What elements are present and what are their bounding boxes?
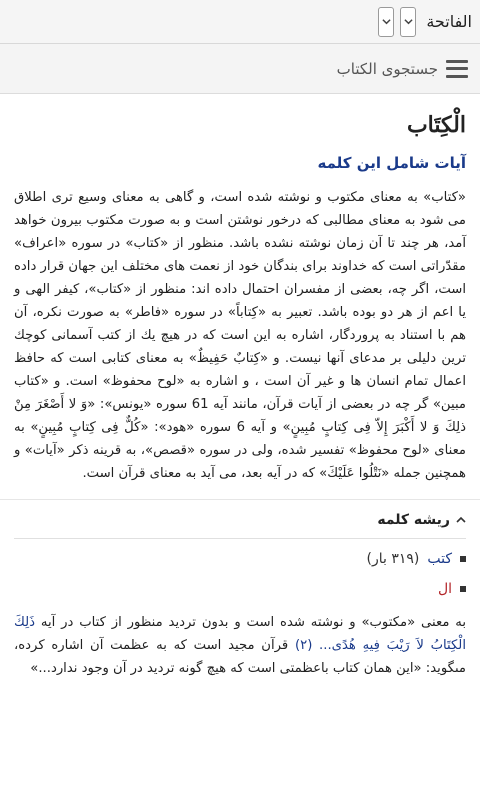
verse-dropdown-button[interactable] <box>378 7 394 37</box>
root-link[interactable]: کتب <box>427 551 452 567</box>
root-link[interactable]: ال <box>437 581 452 597</box>
root-list <box>14 551 466 597</box>
surah-select-value[interactable]: الفاتحة <box>426 12 472 31</box>
root-section-title: ریشه کلمه <box>377 512 450 528</box>
chevron-down-icon <box>382 17 391 26</box>
main-content <box>0 112 480 680</box>
detail-text-before: به معنى «مكتوب» و نوشته شده است و بدون ترديد منظور از كتاب در آيه <box>35 615 466 630</box>
bullet-icon <box>460 586 466 592</box>
top-bar <box>0 0 480 44</box>
divider <box>14 538 466 539</box>
detail-text-after: قرآن مجيد است كه به عظمت آن اشاره كرده، مى‏گويد: «اين همان كتاب باعظمتى است كه هيچ گونه ترديد در آن وجود ندارد...» <box>14 638 466 676</box>
search-input[interactable]: جستجوی الکتاب <box>336 59 438 78</box>
root-detail-text <box>14 611 466 680</box>
root-count: (۳۱۹ بار) <box>366 551 420 567</box>
root-item[interactable] <box>14 551 466 567</box>
hamburger-icon[interactable] <box>446 60 468 78</box>
verses-section-title[interactable]: آیات شامل این کلمه <box>317 154 466 172</box>
surah-dropdown-button[interactable] <box>400 7 416 37</box>
root-section-header[interactable] <box>14 500 466 538</box>
word-description: «كتاب» به معناى مكتوب و نوشته شده است، و گاهى به معناى وسيع ترى اطلاق مى شود به معناى مطالبى كه درخور نوشتن است و به صورت مكتوب بيرون خواهد آمد، هر چند تا آن زمان نوشته نشده باشد. منظور از «كتاب» در سوره «اعراف» مقدّراتى است كه خداوند براى بندگان خود از نعمت هاى مختلف اين جهان قرار داده است، اگر چه، بعضى از مفسران احتمال داده اند: منظور از «كتاب»، كيفر الهى و يا اعم از هر دو بوده باشد. تعبير به «كِتاباً» در سوره «فاطر» به صورت نكره، آن هم با استناد به پروردگار، اشاره به اين است كه در هيچ يك از كتب آسمانى كوچك ترين دليلى بر مدعاى آنها نيست. و «كِتابٌ حَفِيظٌ» به معناى كتابى است كه حافظ اعمال تمام انسان ها و غير آن است ، و اشاره به «لوح محفوظ» است. و «كتاب مبين» گر چه در بعضى از آيات قرآن، مانند آيه 61 سوره «يونس»: «وَ لا أَصْغَرَ مِنْ ذلِكَ وَ لا أَكْبَرَ إِلاّ فِى كِتابٍ مُبِينٍ» و آيه 6 سوره «هود»: «كُلٌّ فِى كِتابٍ مُبِينٍ» به معناى «لوح محفوظ» تفسير شده، ولى در سوره «قصص»، به قرينه ذكر «آيات» و همچنين جمله «نَتْلُوا عَلَيْكَ» كه در آيه بعد، مى آيد به معناى قرآن است. <box>14 190 466 481</box>
chevron-down-icon <box>404 17 413 26</box>
search-bar[interactable] <box>0 44 480 94</box>
chevron-up-icon <box>456 515 466 525</box>
bullet-icon <box>460 556 466 562</box>
quran-quote-link[interactable]: ذَلِكَ الْكِتَابُ لاَ رَيْبَ فِيهِ هُدًى... (۲) <box>14 615 466 653</box>
word-title: الْکِتَاب <box>406 112 466 138</box>
root-item[interactable] <box>14 581 466 597</box>
